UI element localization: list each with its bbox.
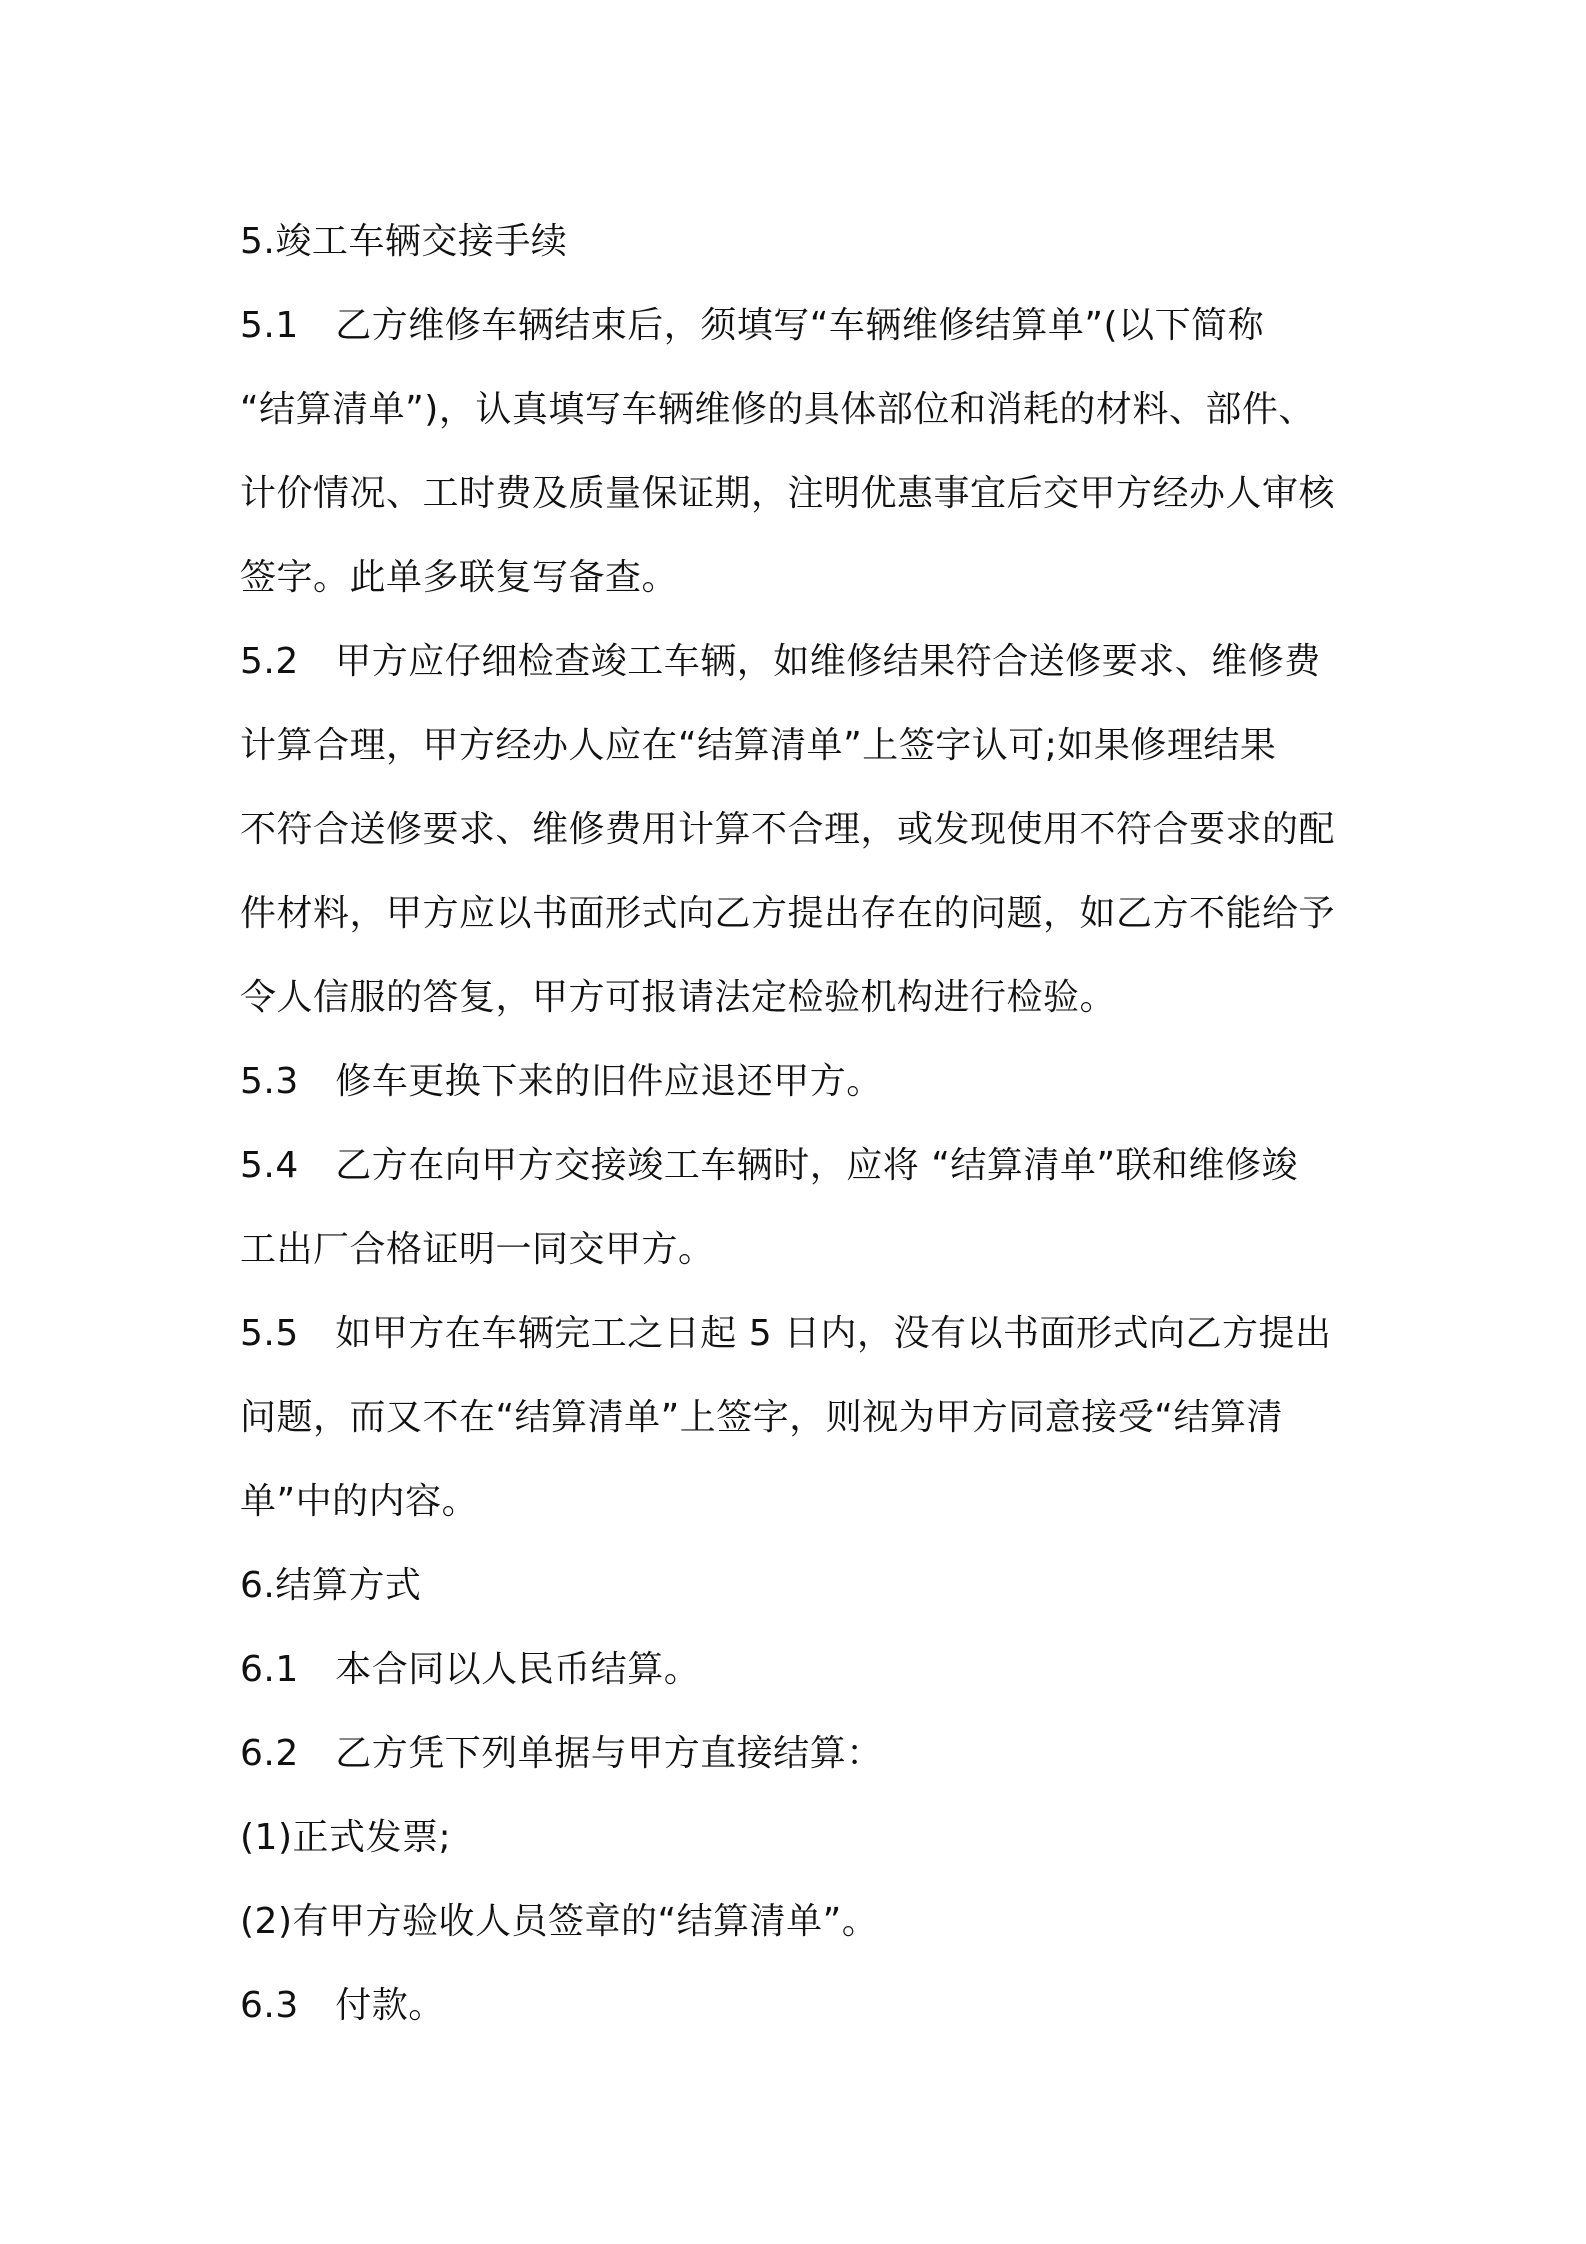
section-5-heading: 5.竣工车辆交接手续 bbox=[240, 221, 568, 262]
contract-text bbox=[240, 200, 1350, 2048]
clause-5-1-line-3: 计价情况、工时费及质量保证期，注明优惠事宜后交甲方经办人审核 bbox=[240, 473, 1336, 514]
clause-5-4-line-1: 5.4 乙方在向甲方交接竣工车辆时，应将 “结算清单”联和维修竣 bbox=[240, 1145, 1298, 1186]
clause-5-1-line-2: “结算清单”)，认真填写车辆维修的具体部位和消耗的材料、部件、 bbox=[240, 389, 1315, 430]
clause-5-4-line-2: 工出厂合格证明一同交甲方。 bbox=[240, 1229, 715, 1270]
clause-5-2-line-3: 不符合送修要求、维修费用计算不合理，或发现使用不符合要求的配 bbox=[240, 809, 1336, 850]
clause-5-5-line-1: 5.5 如甲方在车辆完工之日起 5 日内，没有以书面形式向乙方提出 bbox=[240, 1313, 1332, 1354]
clause-5-2-line-1: 5.2 甲方应仔细检查竣工车辆，如维修结果符合送修要求、维修费 bbox=[240, 641, 1321, 682]
clause-5-1-line-4: 签字。此单多联复写备查。 bbox=[240, 557, 679, 598]
clause-5-2-line-5: 令人信服的答复，甲方可报请法定检验机构进行检验。 bbox=[240, 977, 1117, 1018]
clause-5-2-line-4: 件材料，甲方应以书面形式向乙方提出存在的问题，如乙方不能给予 bbox=[240, 893, 1336, 934]
section-6-heading: 6.结算方式 bbox=[240, 1565, 422, 1606]
clause-6-3: 6.3 付款。 bbox=[240, 1985, 445, 2026]
clause-5-5-line-2: 问题，而又不在“结算清单”上签字，则视为甲方同意接受“结算清 bbox=[240, 1397, 1283, 1438]
clause-6-1: 6.1 本合同以人民币结算。 bbox=[240, 1649, 701, 1690]
clause-6-2-item-2: (2)有甲方验收人员签章的“结算清单”。 bbox=[240, 1901, 879, 1942]
clause-6-2-item-1: (1)正式发票; bbox=[240, 1817, 452, 1858]
clause-5-5-line-3: 单”中的内容。 bbox=[240, 1481, 479, 1522]
clause-5-3: 5.3 修车更换下来的旧件应退还甲方。 bbox=[240, 1061, 883, 1102]
clause-5-1-line-1: 5.1 乙方维修车辆结束后，须填写“车辆维修结算单”(以下简称 bbox=[240, 305, 1265, 346]
clause-5-2-line-2: 计算合理，甲方经办人应在“结算清单”上签字认可;如果修理结果 bbox=[240, 725, 1277, 766]
clause-6-2: 6.2 乙方凭下列单据与甲方直接结算： bbox=[240, 1733, 883, 1774]
